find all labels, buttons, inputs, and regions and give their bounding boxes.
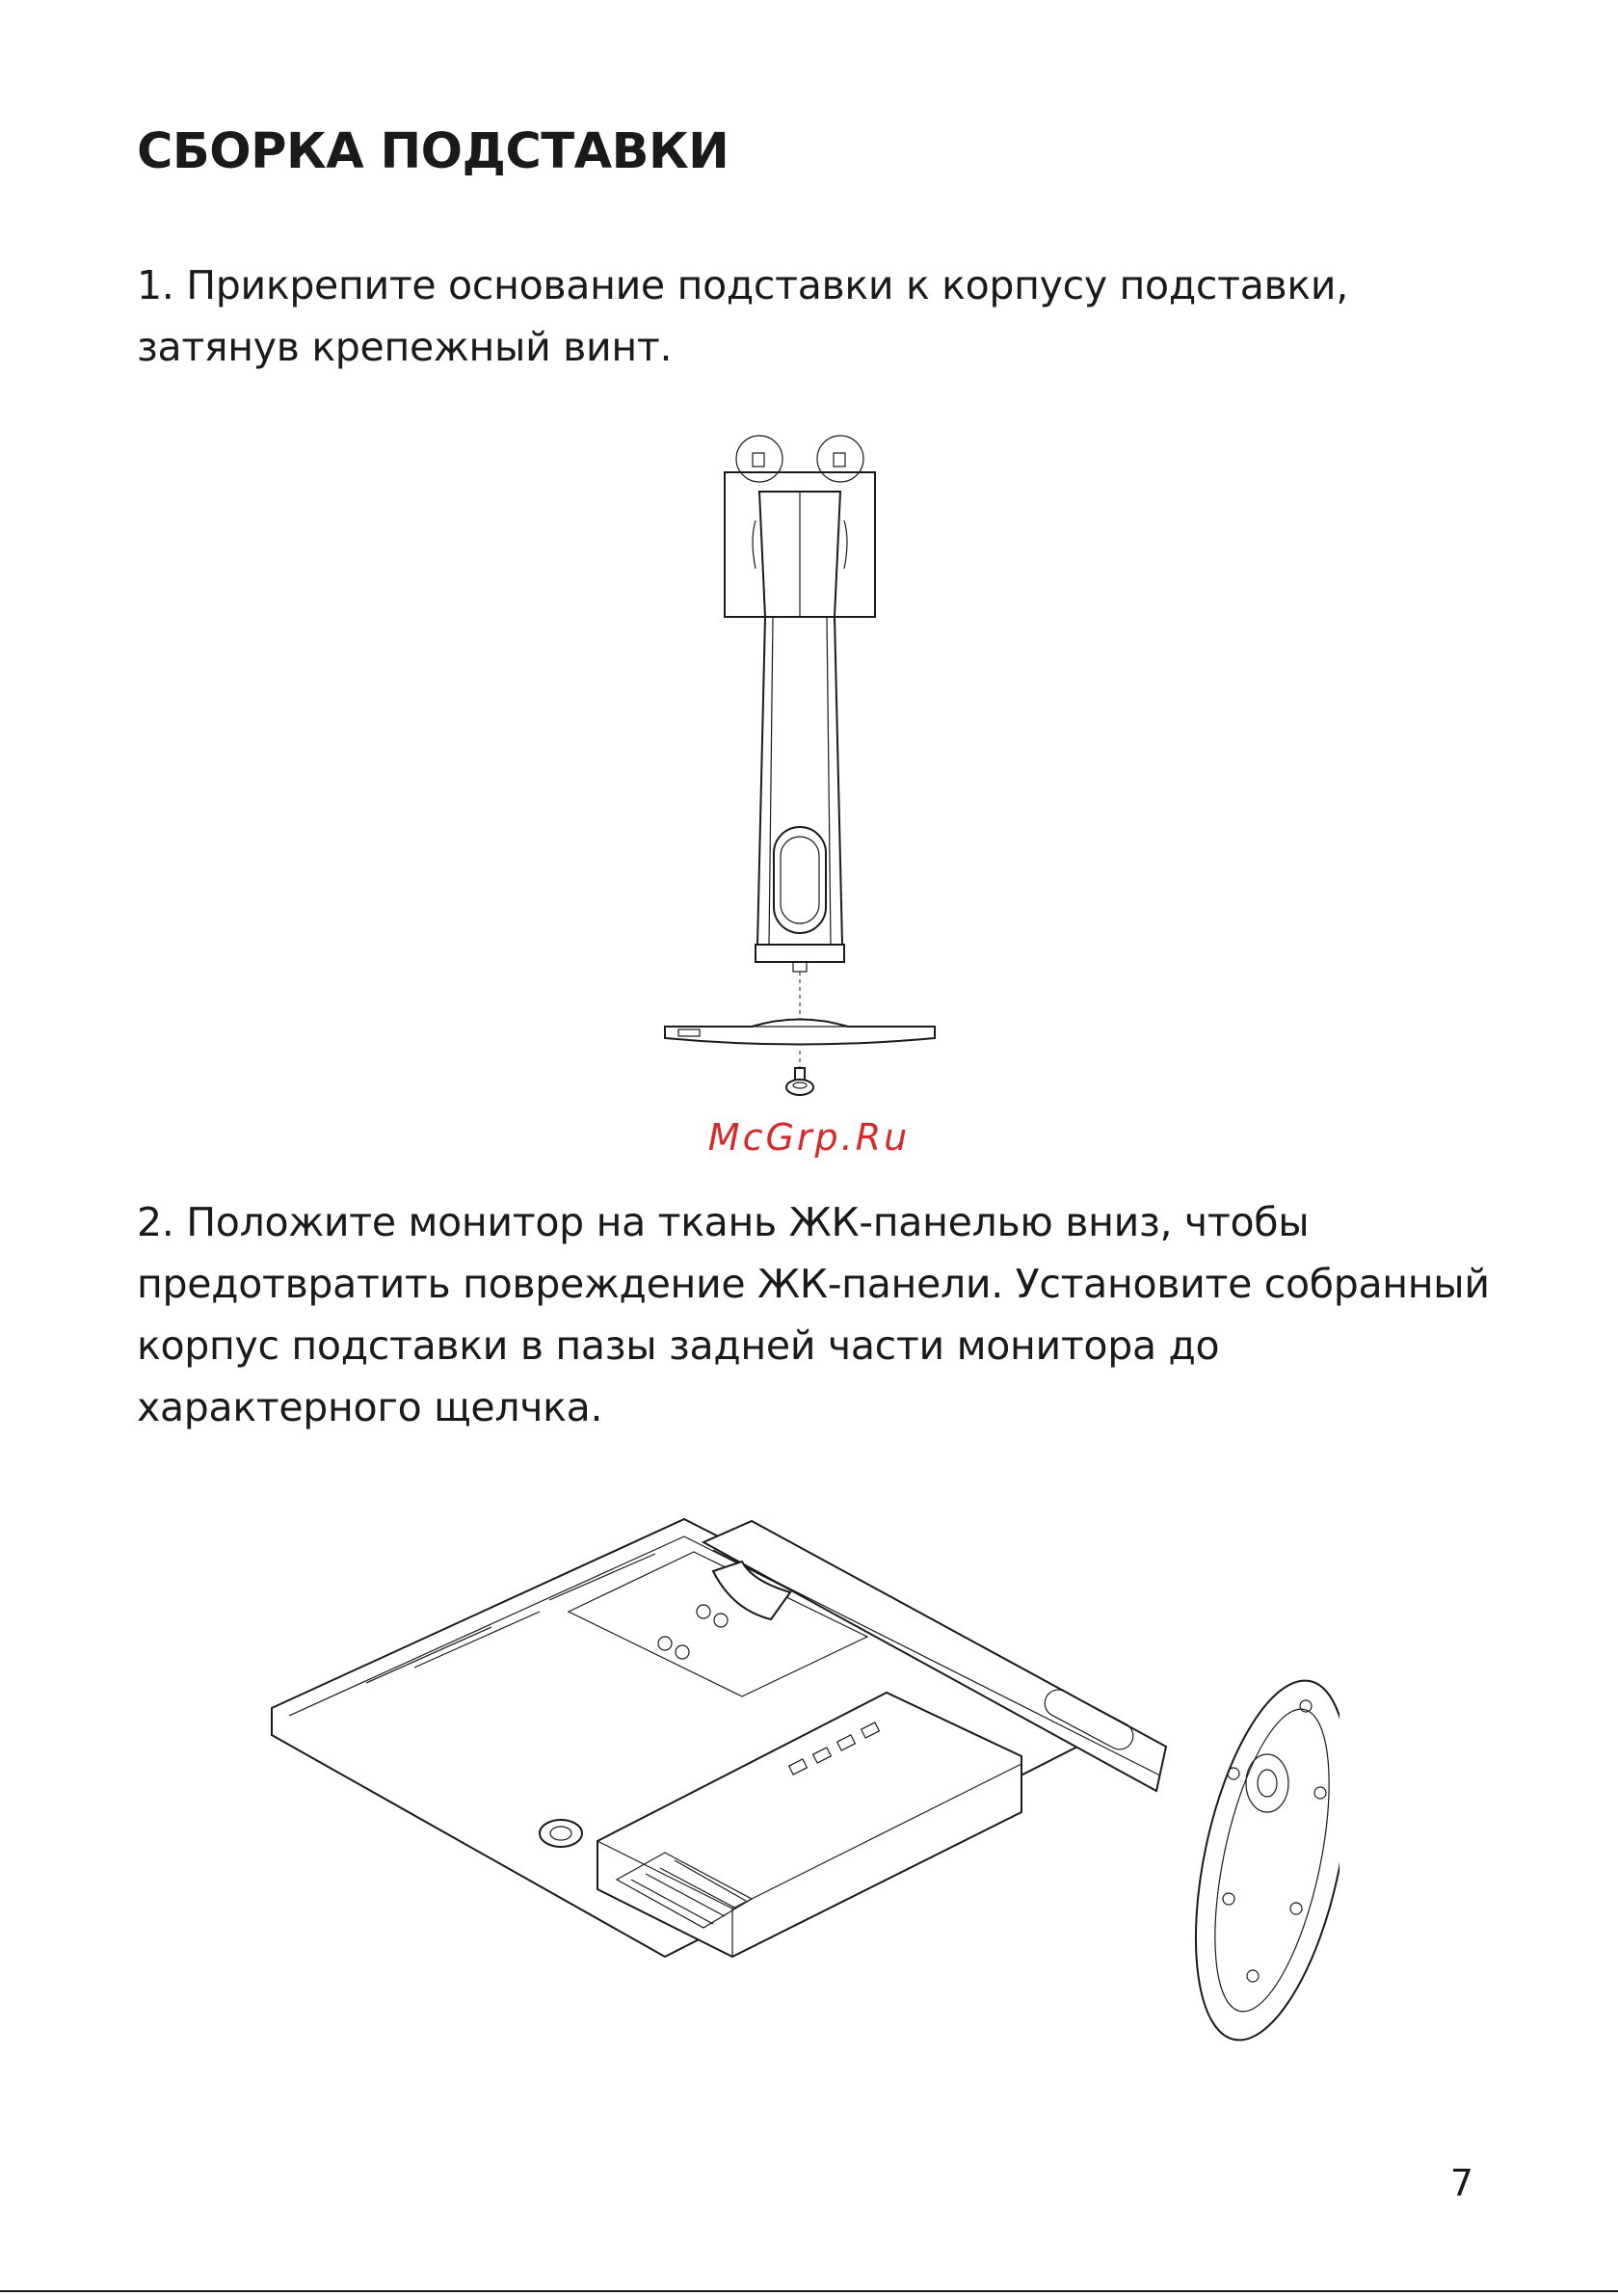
step-1-text: 1. Прикрепите основание подставки к корпусу подставки, затянув крепежный винт. bbox=[137, 262, 1348, 370]
watermark: McGrp.Ru bbox=[707, 1116, 911, 1159]
monitor-stand-installation-illustration bbox=[251, 1504, 1339, 2092]
bottom-rule bbox=[0, 2290, 1618, 2292]
page-title: СБОРКА ПОДСТАВКИ bbox=[137, 123, 729, 180]
page-number: 7 bbox=[1449, 2162, 1473, 2204]
stand-assembly-illustration bbox=[636, 424, 964, 1108]
step-2-text: 2. Положите монитор на ткань ЖК-панелью вниз, чтобы предотвратить повреждение ЖК-панели. Установите собранный корпус подставки в пазы задней части монитора до характерного щелчка. bbox=[137, 1199, 1490, 1430]
